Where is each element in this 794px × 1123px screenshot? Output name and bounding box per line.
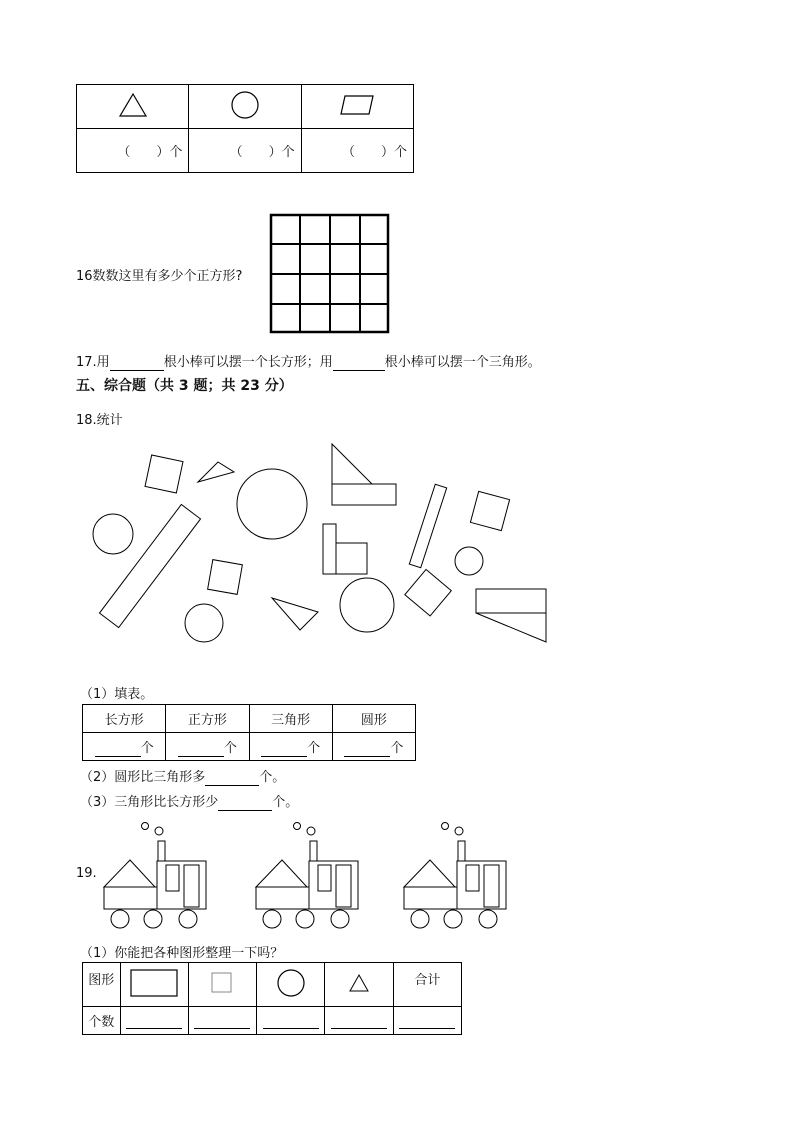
- q17-blank-rectangle[interactable]: [110, 355, 164, 371]
- q18-sub3-text: （3）三角形比长方形少: [80, 795, 219, 810]
- train-figure-1: [100, 820, 210, 932]
- circle-shape: [93, 514, 133, 554]
- unit-label: 个: [140, 740, 154, 756]
- q17-text-2: 根小棒可以摆一个长方形；用: [163, 355, 333, 370]
- q18-sub2: [80, 766, 285, 786]
- parallelogram-cell: [301, 85, 413, 129]
- circle-count[interactable]: [257, 1007, 325, 1035]
- circle-column: [257, 963, 325, 1007]
- q18-sub2-unit: 个。: [259, 770, 286, 785]
- header-square: 正方形: [166, 705, 249, 733]
- count-triangle[interactable]: [249, 733, 332, 761]
- train-figure-3: [400, 820, 510, 932]
- q18-sub3: [80, 791, 298, 811]
- q18-shapes-figure: [80, 440, 560, 655]
- q19-label: 19.: [76, 866, 97, 881]
- q19-sub1: （1）你能把各种图形整理一下吗？: [80, 946, 284, 961]
- total-column-header: 合计: [393, 963, 461, 1007]
- section-5-title: 五、综合题（共 3 题；共 23 分）: [76, 378, 293, 394]
- rectangle-shape: [323, 524, 336, 574]
- circle-icon: [230, 90, 260, 120]
- count-rectangle[interactable]: [83, 733, 166, 761]
- long-rectangle-shape: [409, 484, 446, 568]
- circle-count[interactable]: （ ）个: [189, 129, 301, 173]
- q17-text-3: 根小棒可以摆一个三角形。: [384, 355, 541, 370]
- circle-shape: [185, 604, 223, 642]
- parallelogram-count[interactable]: （ ）个: [301, 129, 413, 173]
- rectangle-shape: [476, 589, 546, 613]
- q16-question: 16数数这里有多少个正方形?: [76, 269, 243, 284]
- square-shape: [470, 491, 509, 530]
- triangle-shape: [476, 613, 546, 642]
- triangle-column: [325, 963, 393, 1007]
- unit-label: 个: [223, 740, 237, 756]
- triangle-icon: [348, 973, 370, 993]
- q17-question: [76, 351, 541, 371]
- triangle-count[interactable]: [325, 1007, 393, 1035]
- circle-shape: [340, 578, 394, 632]
- q18-sub3-blank[interactable]: [218, 795, 272, 811]
- triangle-shape: [198, 462, 234, 482]
- header-circle: 圆形: [332, 705, 415, 733]
- square-grid-figure: [270, 214, 390, 334]
- rectangle-icon: [129, 968, 179, 998]
- header-rectangle: 长方形: [83, 705, 166, 733]
- triangle-icon: [118, 92, 148, 118]
- header-triangle: 三角形: [249, 705, 332, 733]
- triangle-shape: [272, 598, 318, 630]
- square-shape: [208, 560, 243, 595]
- q19-sort-table: [82, 962, 462, 1035]
- long-rectangle-shape: [99, 504, 200, 627]
- circle-cell: [189, 85, 301, 129]
- count-square[interactable]: [166, 733, 249, 761]
- unit-label: 个: [390, 740, 404, 756]
- square-column: [188, 963, 256, 1007]
- square-count[interactable]: [188, 1007, 256, 1035]
- square-shape: [336, 543, 367, 574]
- rectangle-shape: [332, 484, 396, 505]
- square-shape: [405, 569, 451, 615]
- triangle-count[interactable]: （ ）个: [77, 129, 189, 173]
- right-triangle-shape: [332, 444, 372, 484]
- q18-sub3-unit: 个。: [272, 795, 299, 810]
- total-count[interactable]: [393, 1007, 461, 1035]
- q17-text-1: 17.用: [76, 355, 110, 370]
- train-figure-2: [252, 820, 362, 932]
- triangle-cell: [77, 85, 189, 129]
- rectangle-count[interactable]: [120, 1007, 188, 1035]
- q18-sub2-text: （2）圆形比三角形多: [80, 770, 206, 785]
- square-icon: [211, 972, 233, 994]
- circle-icon: [276, 968, 306, 998]
- row-label-count: 个数: [83, 1007, 121, 1035]
- q18-sub2-blank[interactable]: [205, 770, 259, 786]
- q17-blank-triangle[interactable]: [333, 355, 385, 371]
- unit-label: 个: [307, 740, 321, 756]
- row-label-shape: 图形: [83, 963, 121, 1007]
- circle-shape: [237, 469, 307, 539]
- circle-shape: [455, 547, 483, 575]
- count-circle[interactable]: [332, 733, 415, 761]
- q18-fill-table: [82, 704, 416, 761]
- parallelogram-icon: [339, 94, 375, 116]
- q15-shape-table: [76, 84, 414, 173]
- q18-title: 18.统计: [76, 413, 123, 428]
- rectangle-column: [120, 963, 188, 1007]
- square-shape: [145, 455, 183, 493]
- q18-sub1: （1）填表。: [80, 687, 154, 702]
